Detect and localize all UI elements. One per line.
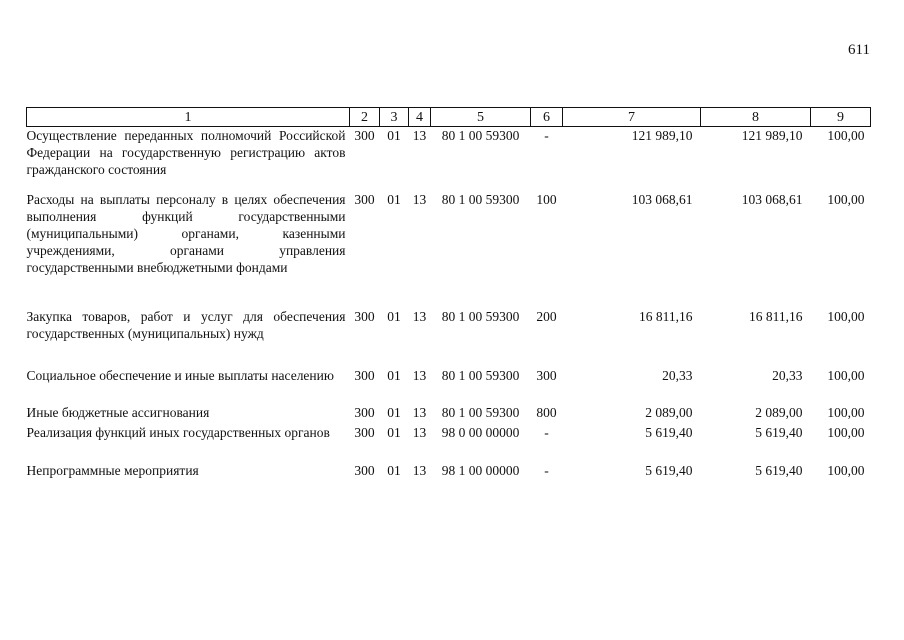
header-col-7: 7 bbox=[563, 108, 701, 127]
cell-col-2: 300 bbox=[354, 367, 375, 383]
cell-col-9: 100,00 bbox=[827, 191, 865, 207]
cell-col-8: 121 989,10 bbox=[741, 128, 803, 143]
cell-col-3: 01 bbox=[387, 191, 401, 207]
cell-col-2: 300 bbox=[354, 404, 375, 420]
cell-col-8: 2 089,00 bbox=[755, 404, 803, 420]
cell-col-3: 01 bbox=[387, 462, 401, 478]
cell-col-9: 100,00 bbox=[827, 462, 865, 478]
header-col-1: 1 bbox=[27, 108, 350, 127]
table-row bbox=[27, 367, 871, 404]
header-col-3: 3 bbox=[380, 108, 409, 127]
row-name: Расходы на выплаты персоналу в целях обеспечения выполнения функций государственными (муниципальными) органами, казенными учреждениями, органами управления государственными внебюджетными фондами bbox=[26, 191, 346, 275]
cell-col-9: 100,00 bbox=[827, 128, 865, 143]
header-col-6: 6 bbox=[531, 108, 563, 127]
cell-col-8: 20,33 bbox=[772, 367, 803, 383]
cell-col-6: 200 bbox=[536, 308, 557, 324]
cell-col-2: 300 bbox=[354, 128, 375, 143]
cell-col-9: 100,00 bbox=[827, 308, 865, 324]
table-row bbox=[27, 127, 871, 191]
cell-col-2: 300 bbox=[354, 424, 375, 440]
cell-col-5: 80 1 00 59300 bbox=[441, 308, 520, 324]
cell-col-8: 5 619,40 bbox=[755, 462, 803, 478]
cell-col-2: 300 bbox=[354, 308, 375, 324]
cell-col-4: 13 bbox=[412, 128, 427, 143]
cell-col-5: 98 1 00 00000 bbox=[441, 462, 520, 478]
cell-col-4: 13 bbox=[412, 191, 427, 207]
cell-col-3: 01 bbox=[387, 424, 401, 440]
cell-col-6: - bbox=[544, 128, 549, 143]
cell-col-7: 20,33 bbox=[662, 367, 693, 383]
row-name: Закупка товаров, работ и услуг для обеспечения государственных (муниципальных) нужд bbox=[26, 308, 346, 341]
cell-col-7: 103 068,61 bbox=[631, 191, 693, 207]
cell-col-4: 13 bbox=[412, 308, 427, 324]
cell-col-7: 121 989,10 bbox=[631, 128, 693, 143]
table-row bbox=[27, 191, 871, 308]
header-col-8: 8 bbox=[701, 108, 811, 127]
header-col-5: 5 bbox=[431, 108, 531, 127]
cell-col-3: 01 bbox=[387, 128, 401, 143]
table-body bbox=[27, 127, 871, 482]
cell-col-5: 80 1 00 59300 bbox=[441, 128, 520, 143]
row-name: Социальное обеспечение и иные выплаты населению bbox=[26, 367, 334, 383]
cell-col-4: 13 bbox=[412, 462, 427, 478]
table-header bbox=[27, 108, 871, 127]
cell-col-5: 80 1 00 59300 bbox=[441, 367, 520, 383]
cell-col-3: 01 bbox=[387, 308, 401, 324]
cell-col-6: 300 bbox=[536, 367, 557, 383]
table-row bbox=[27, 404, 871, 424]
header-row bbox=[27, 108, 871, 127]
table-row bbox=[27, 308, 871, 367]
cell-col-5: 98 0 00 00000 bbox=[441, 424, 520, 440]
cell-col-4: 13 bbox=[412, 424, 427, 440]
header-col-4: 4 bbox=[409, 108, 431, 127]
row-name: Реализация функций иных государственных органов bbox=[26, 424, 330, 440]
budget-table bbox=[26, 107, 871, 482]
cell-col-8: 103 068,61 bbox=[741, 191, 803, 207]
cell-col-8: 5 619,40 bbox=[755, 424, 803, 440]
header-col-9: 9 bbox=[811, 108, 871, 127]
cell-col-4: 13 bbox=[412, 404, 427, 420]
page-number: 611 bbox=[848, 42, 870, 58]
header-col-2: 2 bbox=[350, 108, 380, 127]
cell-col-5: 80 1 00 59300 bbox=[441, 191, 520, 207]
row-name: Иные бюджетные ассигнования bbox=[26, 404, 210, 420]
cell-col-3: 01 bbox=[387, 367, 401, 383]
cell-col-7: 5 619,40 bbox=[645, 462, 693, 478]
cell-col-6: 800 bbox=[536, 404, 557, 420]
cell-col-6: 100 bbox=[536, 191, 557, 207]
cell-col-7: 16 811,16 bbox=[639, 308, 693, 324]
cell-col-8: 16 811,16 bbox=[749, 308, 803, 324]
cell-col-9: 100,00 bbox=[827, 367, 865, 383]
row-name: Непрограммные мероприятия bbox=[26, 462, 199, 478]
row-name: Осуществление переданных полномочий Российской Федерации на государственную регистрацию актов гражданского состояния bbox=[26, 128, 346, 177]
cell-col-6: - bbox=[544, 424, 549, 440]
cell-col-9: 100,00 bbox=[827, 424, 865, 440]
table-row bbox=[27, 462, 871, 482]
cell-col-3: 01 bbox=[387, 404, 401, 420]
cell-col-2: 300 bbox=[354, 462, 375, 478]
cell-col-2: 300 bbox=[354, 191, 375, 207]
cell-col-4: 13 bbox=[412, 367, 427, 383]
cell-col-7: 2 089,00 bbox=[645, 404, 693, 420]
cell-col-9: 100,00 bbox=[827, 404, 865, 420]
cell-col-7: 5 619,40 bbox=[645, 424, 693, 440]
cell-col-5: 80 1 00 59300 bbox=[441, 404, 520, 420]
table-row bbox=[27, 424, 871, 462]
cell-col-6: - bbox=[544, 462, 549, 478]
